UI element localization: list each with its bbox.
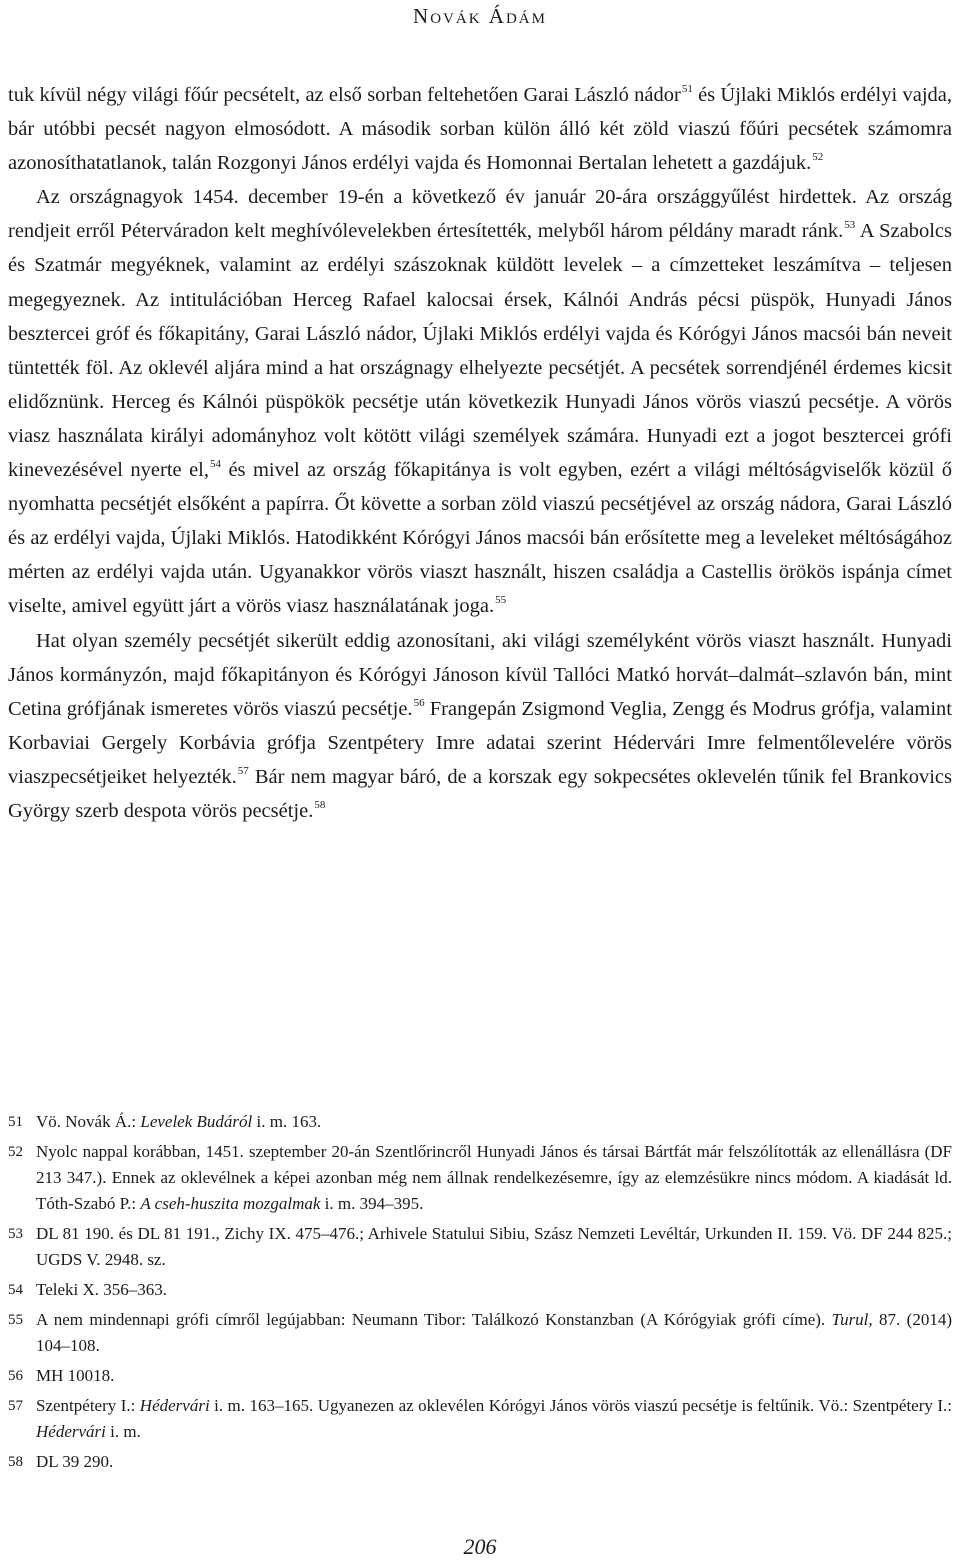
paragraph	[8, 78, 952, 180]
footnote-number: 51	[8, 1114, 23, 1130]
text-run: Nyolc nappal korábban, 1451. szeptember 20-án Szentlőrincről Hunyadi János és társai Bártfát már felszólították az ellenállásra (DF 213 347.). Ennek az oklevélnek a képei azonban még nem állnak rendelkezésemre, így az elemzésükre nincs módom. A kiadását ld. Tóth-Szabó P.:	[36, 1142, 952, 1213]
italic-title: A cseh-huszita mozgalmak	[140, 1194, 321, 1213]
footnote-ref: 58	[314, 798, 326, 811]
footnote-ref: 51	[681, 83, 693, 95]
footnote-ref: 56	[413, 696, 425, 709]
text-run: Frangepán Zsigmond Veglia, Zengg és Modrus grófja, valamint Korbaviai Gergely Korbávia grófja Szentpétery Imre adatai szerint Hédervári Imre felmentőlevelére vörös viaszpecsétjeiket helyezték.	[8, 697, 953, 788]
text-run: i. m.	[105, 1422, 141, 1441]
footnote-number: 52	[8, 1144, 23, 1160]
text-run: DL 39 290.	[36, 1452, 114, 1471]
italic-title: Levelek Budáról	[140, 1112, 253, 1131]
footnote	[8, 1277, 952, 1303]
footnote	[8, 1363, 952, 1389]
body-text	[8, 78, 952, 828]
text-run: A Szabolcs és Szatmár megyéknek, valamint az erdélyi szászoknak küldött levelek – a címzetteket leszámítva – teljesen megegyeznek. Az intitulációban Herceg Rafael kalocsai érsek, Kálnói András pécsi püspök, Hunyadi János besztercei gróf és főkapitány, Garai László nádor, Újlaki Miklós erdélyi vajda és Kórógyi János macsói bán neveit tüntették föl. Az oklevél aljára mind a hat országnagy elhelyezte pecsétjét. A pecsétek sorrendjénél érdemes kicsit elidőznünk. Herceg és Kálnói püspökök pecsétje után következik Hunyadi János vörös viaszú pecsétje. A vörös viasz használata királyi adományhoz volt kötött világi személyek számára. Hunyadi ezt a jogot besztercei grófi kinevezésével nyerte el,	[8, 220, 952, 482]
footnote	[8, 1221, 952, 1273]
footnote	[8, 1139, 952, 1217]
footnote	[8, 1109, 952, 1135]
footnote-number: 53	[8, 1226, 23, 1242]
text-run: 87. (2014) 104–108.	[36, 1310, 952, 1355]
footnote-ref: 52	[812, 151, 824, 164]
text-run: i. m. 394–395.	[320, 1194, 424, 1213]
footnotes	[8, 1109, 952, 1479]
text-run: A nem mindennapi grófi címről legújabban: Neumann Tibor: Találkozó Konstanzban (A Kórógyiak grófi címe).	[36, 1310, 832, 1329]
italic-title: Turul,	[831, 1310, 873, 1329]
text-run: és Újlaki Miklós erdélyi vajda, bár utóbbi pecsét nagyon elmosódott. A második sorban külön álló két zöld viaszú főúri pecsétek számomra azonosíthatatlanok, talán Rozgonyi János erdélyi vajda és Homonnai Bertalan lehetett a gazdájuk.	[8, 84, 952, 175]
text-run: MH 10018.	[36, 1366, 115, 1385]
footnote-ref: 55	[495, 594, 507, 607]
text-run: Az országnagyok 1454. december 19-én a következő év január 20-ára országgyűlést hirdettek. Az ország rendjeit erről Péterváradon kelt meghívólevelekben értesítették, melyből három példány maradt ránk.	[8, 186, 952, 243]
footnote	[8, 1449, 952, 1475]
running-head: Novák Ádám	[413, 4, 547, 28]
text-run: tuk kívül négy világi főúr pecsételt, az első sorban feltehetően Garai László nádor	[8, 84, 681, 106]
text-run: i. m. 163.	[252, 1112, 322, 1131]
footnote-number: 58	[8, 1454, 23, 1470]
text-run: Teleki X. 356–363.	[36, 1280, 168, 1299]
page-number: 206	[463, 1534, 497, 1559]
footnote-number: 57	[8, 1398, 23, 1414]
italic-title: Hédervári	[36, 1422, 106, 1441]
text-run: Szentpétery I.:	[36, 1396, 140, 1415]
footnote-ref: 57	[237, 764, 249, 777]
footnote-ref: 54	[210, 458, 221, 471]
text-run: DL 81 190. és DL 81 191., Zichy IX. 475–476.; Arhivele Statului Sibiu, Szász Nemzeti Levéltár, Urkunden II. 159. Vö. DF 244 825.; UGDS V. 2948. sz.	[36, 1224, 952, 1269]
text-run: Bár nem magyar báró, de a korszak egy sokpecsétes oklevelén tűnik fel Brankovics György szerb despota vörös pecsétje.	[8, 765, 952, 822]
footnote-number: 55	[8, 1312, 23, 1328]
paragraph	[8, 624, 952, 829]
footnote-number: 54	[8, 1282, 23, 1298]
text-run: Hat olyan személy pecsétjét sikerült eddig azonosítani, aki világi személyként vörös viaszt használt. Hunyadi János kormányzón, majd főkapitányon és Kórógyi Jánoson kívül Tallóci Matkó horvát–dalmát–szlavón bán, mint Cetina grófjának ismeretes vörös viaszú pecsétje.	[8, 629, 952, 720]
footnote-ref: 53	[844, 219, 856, 232]
text-run: i. m. 163–165. Ugyanezen az oklevélen Kórógyi János vörös viaszú pecsétje is feltűnik. Vö.: Szentpétery I.:	[209, 1396, 952, 1415]
footnote-number: 56	[8, 1368, 23, 1384]
footnote	[8, 1307, 952, 1359]
text-run: és mivel az ország főkapitánya is volt egyben, ezért a világi méltóságviselők közül ő nyomhatta pecsétjét elsőként a papírra. Őt követte a sorban zöld viaszú pecsétjével az ország nádora, Garai László és az erdélyi vajda, Újlaki Miklós. Hatodikként Kórógyi János macsói bán erősítette meg a leveleket méltóságához mérten az erdélyi vajda után. Ugyanakkor vörös viaszt használt, hiszen családja a Castellis örökös ispánja címet viselte, amivel együtt járt a vörös viasz használatának joga.	[8, 459, 952, 618]
paragraph	[8, 180, 952, 623]
italic-title: Hédervári	[139, 1396, 210, 1415]
footnote	[8, 1393, 952, 1445]
text-run: Vö. Novák Á.:	[36, 1112, 141, 1131]
